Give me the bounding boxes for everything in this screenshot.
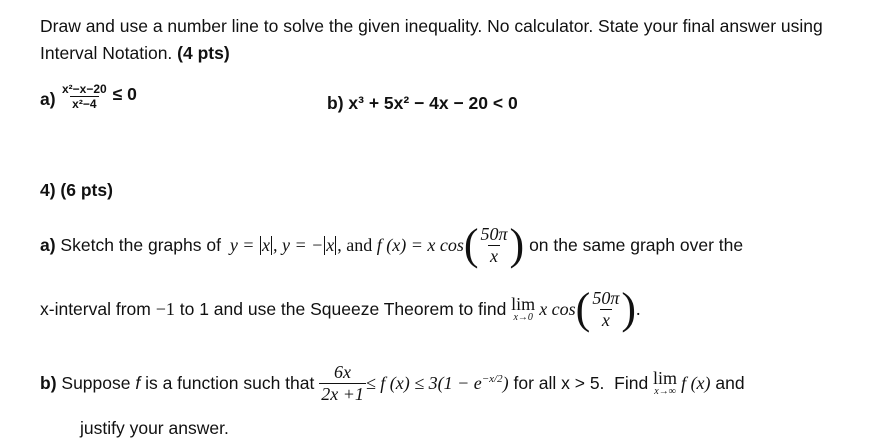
period: . bbox=[636, 298, 641, 319]
part-4b-text-4: and bbox=[710, 372, 745, 393]
squeeze-text: to 1 and use the Squeeze Theorem to find bbox=[174, 298, 512, 319]
lim-fraction bbox=[590, 288, 621, 331]
fraction-numerator: 50π bbox=[592, 287, 620, 308]
and-text: , and bbox=[337, 234, 377, 255]
lim-subscript: x→∞ bbox=[654, 386, 676, 397]
left-paren: ( bbox=[575, 284, 591, 333]
fraction-numerator: 6x bbox=[334, 361, 352, 382]
problem-4a-line-1 bbox=[40, 220, 743, 270]
instructions-line-1: Draw and use a number line to solve the given inequality. No calculator. State your final answer using bbox=[40, 16, 823, 36]
lim-text: lim bbox=[511, 294, 536, 314]
part-4b-label: b) bbox=[40, 372, 57, 393]
problem-4b-line-2: justify your answer. bbox=[80, 418, 229, 438]
part-b-label bbox=[327, 93, 518, 114]
right-paren: ) bbox=[621, 284, 637, 333]
part-4a-text: Sketch the graphs of bbox=[55, 234, 226, 255]
fraction-denominator: x²−4 bbox=[72, 97, 97, 111]
fraction-numerator: 50π bbox=[480, 223, 508, 244]
neg-one: −1 bbox=[155, 298, 175, 319]
part-a-inequality bbox=[60, 82, 137, 111]
func-y-abs-x bbox=[230, 235, 464, 256]
fraction-denominator: 2x +1 bbox=[321, 383, 364, 404]
abs-x: x bbox=[326, 234, 335, 255]
instructions-line-2 bbox=[40, 43, 230, 64]
abs-bar bbox=[271, 236, 272, 255]
lim-expression: x cos bbox=[539, 298, 576, 319]
limit-operator bbox=[653, 369, 677, 397]
rational-fraction bbox=[60, 82, 109, 111]
exponent: −x/2 bbox=[481, 372, 503, 385]
left-paren: ( bbox=[463, 220, 479, 269]
lim-subscript: x→0 bbox=[513, 312, 533, 323]
problem-4-heading: 4) (6 pts) bbox=[40, 180, 113, 200]
abs-bar bbox=[260, 236, 261, 255]
points-label: (4 pts) bbox=[177, 43, 230, 63]
fraction-denominator: x bbox=[601, 309, 610, 330]
func-neg-y-text: , y = − bbox=[272, 234, 324, 255]
inequality-relation: ≤ 0 bbox=[112, 84, 137, 105]
right-paren: ) bbox=[509, 220, 525, 269]
fraction-denominator: x bbox=[490, 245, 499, 266]
inequality-body: ≤ f (x) ≤ 3(1 − e bbox=[365, 372, 482, 393]
fraction-numerator: x²−x−20 bbox=[62, 82, 107, 96]
part-b-label-text: b) bbox=[327, 93, 344, 113]
abs-x: x bbox=[261, 234, 270, 255]
polynomial-inequality: x³ + 5x² − 4x − 20 < 0 bbox=[348, 93, 518, 113]
lower-bound-fraction bbox=[319, 362, 366, 405]
part-4a-text-end: on the same graph over the bbox=[524, 234, 744, 255]
function-f: f bbox=[135, 372, 141, 393]
part-4a-label: a) bbox=[40, 234, 56, 255]
cos-argument-fraction bbox=[479, 224, 510, 267]
part-a-label: a) bbox=[40, 89, 56, 109]
lim-text: lim bbox=[653, 368, 678, 388]
func-y-text: y = bbox=[229, 234, 259, 255]
part-4b-text: Suppose bbox=[56, 372, 136, 393]
part-4b-text-3: for all x > 5. Find bbox=[508, 372, 654, 393]
lim-expression: f (x) bbox=[681, 372, 711, 393]
part-4b-text-2: is a function such that bbox=[140, 372, 320, 393]
squeeze-inequality bbox=[366, 373, 509, 394]
close-paren: ) bbox=[502, 372, 509, 393]
limit-operator bbox=[511, 295, 535, 323]
problem-4a-line-2 bbox=[40, 284, 641, 334]
problem-4b-line-1 bbox=[40, 360, 745, 406]
interval-text: x-interval from bbox=[40, 298, 156, 319]
func-f-text: f (x) = x cos bbox=[376, 234, 464, 255]
instructions-text: Interval Notation. bbox=[40, 43, 178, 63]
